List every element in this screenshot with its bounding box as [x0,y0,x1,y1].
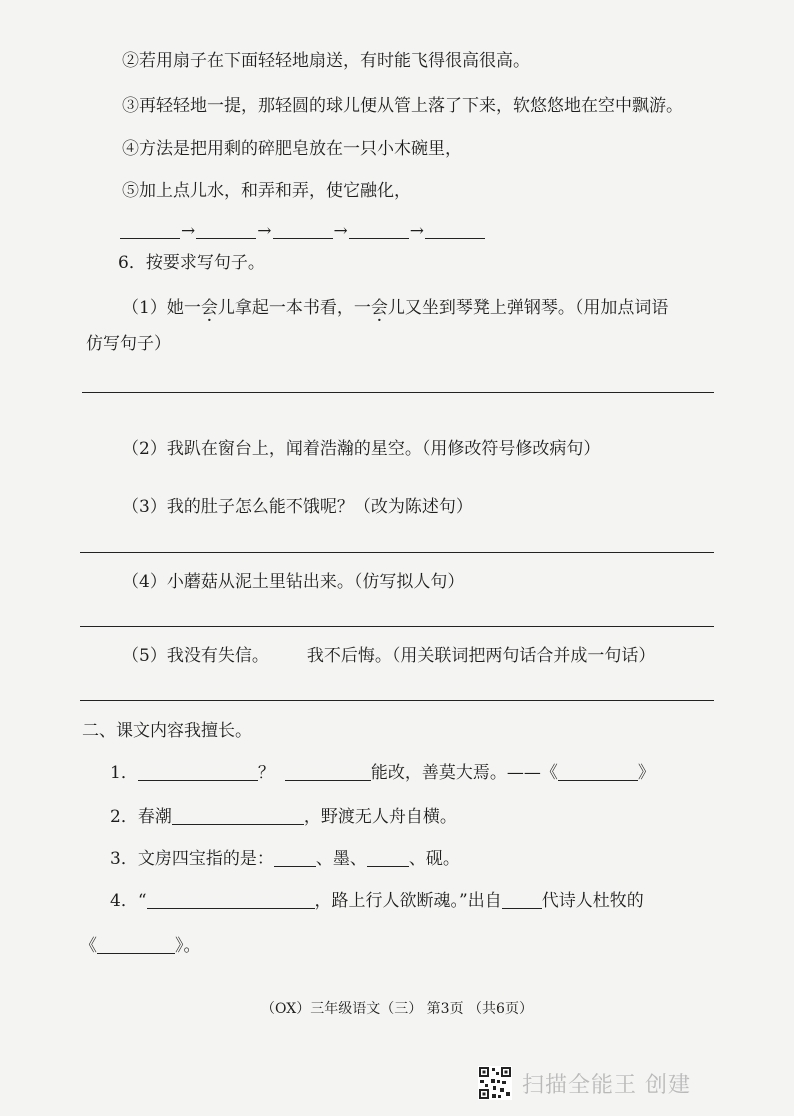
s2-q3-a: 3．文房四宝指的是： [110,849,274,869]
q6-1-line1 [122,297,668,319]
page-footer: （OX）三年级语文（三） 第3页 （共6页） [261,1001,533,1017]
s2-q4-open: 《 [80,936,97,956]
q6-3: （3）我的肚子怎么能不饿呢？（改为陈述句） [122,497,473,517]
s2-q4-close: 》。 [175,936,201,956]
answer-line-q6-3[interactable] [80,552,714,553]
scanner-text: 扫描全能王 创建 [522,1072,691,1098]
s2-q1-end: 》 [637,763,655,783]
s2-q4-blank-2[interactable] [502,892,542,909]
s2-q4-c: 代诗人杜牧的 [541,891,644,911]
q6-5-part-a: （5）我没有失信。 [122,646,269,666]
s2-q1 [110,762,655,784]
order-item-4: ④方法是把用剩的碎肥皂放在一只小木碗里， [122,139,462,159]
order-blank-2[interactable] [196,222,256,239]
order-blank-1[interactable] [120,222,180,239]
order-answer-row [120,220,485,242]
s2-q4-b: ，路上行人欲断魂。”出自 [314,891,502,911]
answer-line-q6-1[interactable] [82,392,714,393]
s2-q4-blank-3[interactable] [97,937,175,954]
arrow-icon: → [409,221,424,241]
s2-q1-mid: ？ [257,763,275,783]
s2-q1-blank-3[interactable] [558,764,638,781]
q6-1-line2: 仿写句子） [86,334,171,354]
s2-q3-b: 、墨、 [315,849,367,869]
s2-q3 [110,848,460,870]
s2-q4-line2 [80,935,201,957]
q6-1-part-c: 拿起一本书看， [234,298,354,318]
order-blank-4[interactable] [349,222,409,239]
arrow-icon: → [181,221,196,241]
s2-q2-blank[interactable] [172,808,304,825]
q6-4: （4）小蘑菇从泥土里钻出来。（仿写拟人句） [122,572,465,592]
s2-q1-text: 能改，善莫大焉。——《 [370,763,558,783]
q6-5 [122,645,655,667]
s2-q2-a: 2．春潮 [110,807,172,827]
answer-line-q6-4[interactable] [80,626,714,627]
order-item-3: ③再轻轻地一提，那轻圆的球儿便从管上落了下来，软悠悠地在空中飘游。 [122,96,683,116]
arrow-icon: → [333,221,348,241]
s2-q4 [110,890,644,912]
q6-1-part-e: 又坐到琴凳上弹钢琴。（用加点词语 [404,298,669,318]
order-blank-3[interactable] [273,222,333,239]
s2-q3-c: 、砚。 [408,849,460,869]
order-item-5: ⑤加上点儿水，和弄和弄，使它融化， [122,181,411,201]
s2-q3-blank-2[interactable] [367,850,409,867]
qr-code-icon [478,1066,512,1100]
section2-title: 二、课文内容我擅长。 [82,721,252,741]
order-item-2: ②若用扇子在下面轻轻地扇送，有时能飞得很高很高。 [122,51,530,71]
s2-q4-blank-1[interactable] [147,892,315,909]
answer-line-q6-5[interactable] [80,700,714,701]
order-blank-5[interactable] [425,222,485,239]
arrow-icon: → [257,221,272,241]
s2-q2 [110,806,457,828]
dotted-word-1: 一会儿 [183,298,235,318]
s2-q1-blank-2[interactable] [285,764,371,781]
s2-q4-a: 4．“ [110,891,147,911]
q6-5-part-b: 我不后悔。（用关联词把两句话合并成一句话） [306,646,656,666]
s2-q3-blank-1[interactable] [274,850,316,867]
s2-q1-blank-1[interactable] [138,764,258,781]
dotted-word-2: 一会儿 [353,298,405,318]
s2-q1-num: 1． [110,763,138,783]
q6-1-part-a: （1）她 [122,298,184,318]
scanner-watermark [478,1066,691,1100]
q6-2: （2）我趴在窗台上，闻着浩瀚的星空。（用修改符号修改病句） [122,439,601,459]
q6-title: 6．按要求写句子。 [118,253,265,273]
s2-q2-b: ，野渡无人舟自横。 [303,807,457,827]
